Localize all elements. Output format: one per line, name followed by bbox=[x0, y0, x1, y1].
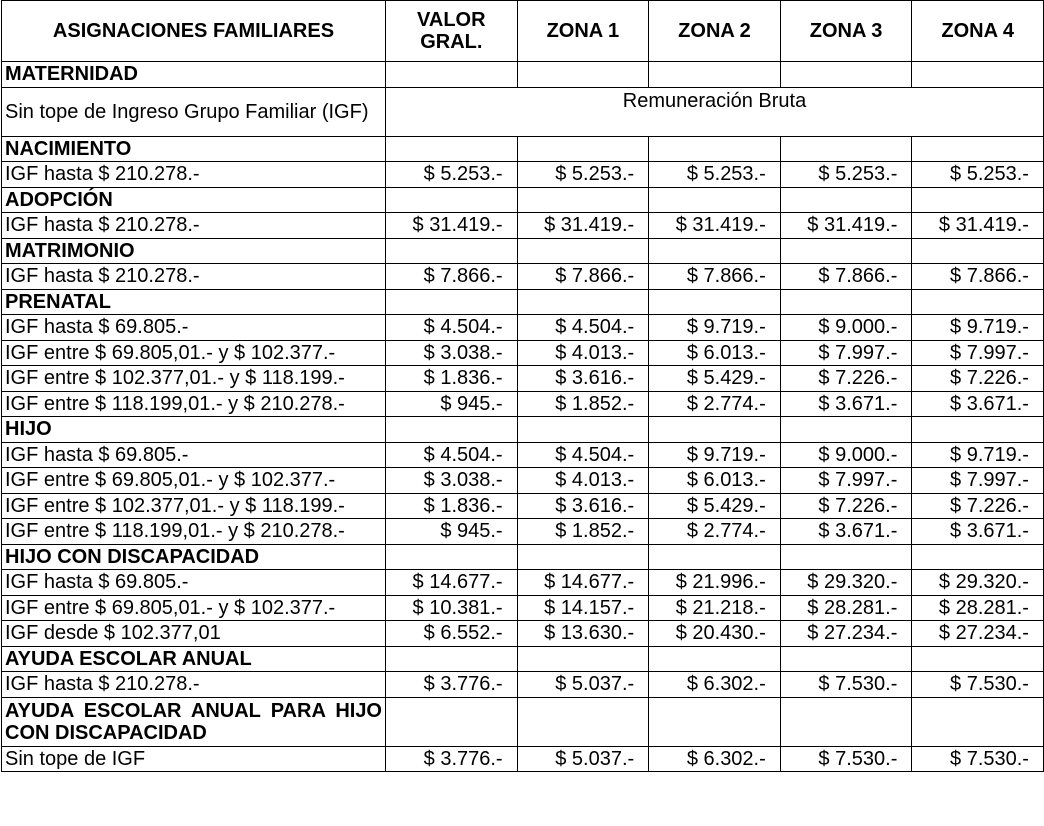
value-cell: $ 7.866.- bbox=[649, 264, 781, 290]
value-cell: $ 7.530.- bbox=[780, 672, 912, 698]
empty-cell bbox=[780, 646, 912, 672]
table-row bbox=[2, 493, 1044, 519]
table-row bbox=[2, 519, 1044, 545]
value-cell: $ 29.320.- bbox=[780, 570, 912, 596]
value-cell: $ 4.504.- bbox=[517, 442, 649, 468]
value-cell: $ 9.719.- bbox=[912, 315, 1044, 341]
value-cell: $ 7.530.- bbox=[912, 746, 1044, 772]
empty-cell bbox=[780, 417, 912, 443]
value-cell: $ 14.677.- bbox=[386, 570, 518, 596]
section-row bbox=[2, 544, 1044, 570]
empty-cell bbox=[517, 238, 649, 264]
value-cell: $ 5.429.- bbox=[649, 366, 781, 392]
value-cell: $ 3.616.- bbox=[517, 366, 649, 392]
section-label: PRENATAL bbox=[2, 289, 386, 315]
empty-cell bbox=[780, 697, 912, 746]
header-zona2: ZONA 2 bbox=[649, 1, 781, 62]
empty-cell bbox=[517, 62, 649, 88]
value-cell: $ 21.996.- bbox=[649, 570, 781, 596]
row-label: IGF entre $ 69.805,01.- y $ 102.377.- bbox=[2, 595, 386, 621]
empty-cell bbox=[386, 544, 518, 570]
table-row bbox=[2, 162, 1044, 188]
row-label: IGF entre $ 69.805,01.- y $ 102.377.- bbox=[2, 340, 386, 366]
value-cell: $ 28.281.- bbox=[780, 595, 912, 621]
empty-cell bbox=[780, 136, 912, 162]
value-cell: $ 5.253.- bbox=[780, 162, 912, 188]
table-row bbox=[2, 621, 1044, 647]
value-cell: $ 4.013.- bbox=[517, 468, 649, 494]
row-label: Sin tope de Ingreso Grupo Familiar (IGF) bbox=[2, 87, 386, 136]
row-label: Sin tope de IGF bbox=[2, 746, 386, 772]
section-label: HIJO CON DISCAPACIDAD bbox=[2, 544, 386, 570]
table-row bbox=[2, 315, 1044, 341]
table-row bbox=[2, 570, 1044, 596]
empty-cell bbox=[517, 187, 649, 213]
value-cell: $ 14.157.- bbox=[517, 595, 649, 621]
empty-cell bbox=[386, 62, 518, 88]
empty-cell bbox=[517, 136, 649, 162]
value-cell: $ 7.997.- bbox=[780, 340, 912, 366]
value-cell: $ 2.774.- bbox=[649, 519, 781, 545]
span-row bbox=[2, 87, 1044, 136]
value-cell: $ 6.302.- bbox=[649, 672, 781, 698]
value-cell: $ 9.000.- bbox=[780, 315, 912, 341]
header-valor: VALOR GRAL. bbox=[386, 1, 518, 62]
empty-cell bbox=[912, 62, 1044, 88]
table-row bbox=[2, 366, 1044, 392]
value-cell: $ 6.552.- bbox=[386, 621, 518, 647]
row-label: IGF hasta $ 69.805.- bbox=[2, 315, 386, 341]
value-cell: $ 3.671.- bbox=[912, 391, 1044, 417]
value-cell: $ 31.419.- bbox=[780, 213, 912, 239]
value-cell: $ 10.381.- bbox=[386, 595, 518, 621]
value-cell: $ 28.281.- bbox=[912, 595, 1044, 621]
section-row bbox=[2, 238, 1044, 264]
value-cell: $ 5.037.- bbox=[517, 672, 649, 698]
section-label: AYUDA ESCOLAR ANUAL bbox=[2, 646, 386, 672]
value-cell: $ 31.419.- bbox=[386, 213, 518, 239]
empty-cell bbox=[649, 136, 781, 162]
empty-cell bbox=[649, 187, 781, 213]
value-cell: $ 1.852.- bbox=[517, 391, 649, 417]
empty-cell bbox=[386, 238, 518, 264]
empty-cell bbox=[649, 646, 781, 672]
value-cell: $ 20.430.- bbox=[649, 621, 781, 647]
value-cell: $ 7.866.- bbox=[780, 264, 912, 290]
section-row bbox=[2, 417, 1044, 443]
value-cell: $ 7.997.- bbox=[780, 468, 912, 494]
value-cell: $ 945.- bbox=[386, 391, 518, 417]
value-cell: $ 5.253.- bbox=[386, 162, 518, 188]
empty-cell bbox=[912, 417, 1044, 443]
value-cell: $ 4.504.- bbox=[386, 315, 518, 341]
empty-cell bbox=[386, 697, 518, 746]
empty-cell bbox=[912, 136, 1044, 162]
empty-cell bbox=[912, 697, 1044, 746]
empty-cell bbox=[517, 697, 649, 746]
row-label: IGF hasta $ 69.805.- bbox=[2, 442, 386, 468]
table-row bbox=[2, 213, 1044, 239]
value-cell: $ 7.866.- bbox=[912, 264, 1044, 290]
empty-cell bbox=[780, 238, 912, 264]
header-title: ASIGNACIONES FAMILIARES bbox=[2, 1, 386, 62]
value-cell: $ 7.226.- bbox=[780, 366, 912, 392]
empty-cell bbox=[386, 136, 518, 162]
table-row bbox=[2, 595, 1044, 621]
value-cell: $ 5.253.- bbox=[912, 162, 1044, 188]
value-cell: $ 2.774.- bbox=[649, 391, 781, 417]
empty-cell bbox=[386, 289, 518, 315]
value-cell: $ 29.320.- bbox=[912, 570, 1044, 596]
value-cell: $ 5.253.- bbox=[517, 162, 649, 188]
value-cell: $ 7.997.- bbox=[912, 468, 1044, 494]
value-cell: $ 3.776.- bbox=[386, 672, 518, 698]
empty-cell bbox=[912, 289, 1044, 315]
row-label: IGF hasta $ 69.805.- bbox=[2, 570, 386, 596]
section-row bbox=[2, 646, 1044, 672]
value-cell: $ 14.677.- bbox=[517, 570, 649, 596]
header-zona1: ZONA 1 bbox=[517, 1, 649, 62]
section-row bbox=[2, 697, 1044, 746]
value-cell: $ 7.530.- bbox=[912, 672, 1044, 698]
value-cell: $ 3.671.- bbox=[912, 519, 1044, 545]
section-label: ADOPCIÓN bbox=[2, 187, 386, 213]
row-label: IGF hasta $ 210.278.- bbox=[2, 672, 386, 698]
value-cell: $ 4.504.- bbox=[386, 442, 518, 468]
section-label: NACIMIENTO bbox=[2, 136, 386, 162]
value-cell: $ 6.013.- bbox=[649, 340, 781, 366]
section-row bbox=[2, 62, 1044, 88]
value-cell: $ 27.234.- bbox=[912, 621, 1044, 647]
section-label: MATERNIDAD bbox=[2, 62, 386, 88]
value-cell: $ 5.429.- bbox=[649, 493, 781, 519]
value-cell: $ 4.013.- bbox=[517, 340, 649, 366]
value-cell: $ 9.719.- bbox=[649, 442, 781, 468]
empty-cell bbox=[649, 238, 781, 264]
row-label: IGF entre $ 102.377,01.- y $ 118.199.- bbox=[2, 366, 386, 392]
value-cell: $ 3.616.- bbox=[517, 493, 649, 519]
value-cell: $ 3.038.- bbox=[386, 468, 518, 494]
empty-cell bbox=[780, 187, 912, 213]
value-cell: $ 9.000.- bbox=[780, 442, 912, 468]
value-cell: $ 7.866.- bbox=[517, 264, 649, 290]
section-row bbox=[2, 136, 1044, 162]
value-cell: $ 1.836.- bbox=[386, 493, 518, 519]
value-cell: $ 7.226.- bbox=[912, 366, 1044, 392]
empty-cell bbox=[649, 544, 781, 570]
empty-cell bbox=[912, 238, 1044, 264]
value-cell: $ 5.037.- bbox=[517, 746, 649, 772]
empty-cell bbox=[386, 417, 518, 443]
value-cell: $ 6.302.- bbox=[649, 746, 781, 772]
empty-cell bbox=[517, 417, 649, 443]
table-row bbox=[2, 746, 1044, 772]
value-cell: $ 945.- bbox=[386, 519, 518, 545]
table-row bbox=[2, 442, 1044, 468]
header-zona4: ZONA 4 bbox=[912, 1, 1044, 62]
table-row bbox=[2, 340, 1044, 366]
empty-cell bbox=[386, 187, 518, 213]
header-row bbox=[2, 1, 1044, 62]
empty-cell bbox=[517, 544, 649, 570]
row-label: IGF desde $ 102.377,01 bbox=[2, 621, 386, 647]
empty-cell bbox=[912, 544, 1044, 570]
row-label: IGF entre $ 69.805,01.- y $ 102.377.- bbox=[2, 468, 386, 494]
value-cell: $ 1.852.- bbox=[517, 519, 649, 545]
value-cell: $ 3.671.- bbox=[780, 519, 912, 545]
empty-cell bbox=[517, 289, 649, 315]
value-cell: $ 5.253.- bbox=[649, 162, 781, 188]
empty-cell bbox=[386, 646, 518, 672]
row-label: IGF entre $ 118.199,01.- y $ 210.278.- bbox=[2, 519, 386, 545]
asignaciones-table bbox=[1, 0, 1044, 772]
value-cell: $ 13.630.- bbox=[517, 621, 649, 647]
value-cell: $ 7.226.- bbox=[912, 493, 1044, 519]
value-cell: $ 7.997.- bbox=[912, 340, 1044, 366]
value-cell: $ 3.776.- bbox=[386, 746, 518, 772]
table-row bbox=[2, 391, 1044, 417]
value-cell: $ 31.419.- bbox=[912, 213, 1044, 239]
span-value: Remuneración Bruta bbox=[386, 87, 1044, 136]
header-zona3: ZONA 3 bbox=[780, 1, 912, 62]
empty-cell bbox=[517, 646, 649, 672]
value-cell: $ 3.671.- bbox=[780, 391, 912, 417]
value-cell: $ 9.719.- bbox=[649, 315, 781, 341]
empty-cell bbox=[649, 697, 781, 746]
empty-cell bbox=[649, 417, 781, 443]
row-label: IGF hasta $ 210.278.- bbox=[2, 213, 386, 239]
section-label: AYUDA ESCOLAR ANUAL PARA HIJO CON DISCAPACIDAD bbox=[2, 697, 386, 746]
value-cell: $ 7.866.- bbox=[386, 264, 518, 290]
empty-cell bbox=[912, 187, 1044, 213]
value-cell: $ 3.038.- bbox=[386, 340, 518, 366]
table-row bbox=[2, 264, 1044, 290]
value-cell: $ 7.530.- bbox=[780, 746, 912, 772]
value-cell: $ 9.719.- bbox=[912, 442, 1044, 468]
row-label: IGF hasta $ 210.278.- bbox=[2, 162, 386, 188]
section-label: HIJO bbox=[2, 417, 386, 443]
table-body bbox=[2, 62, 1044, 772]
section-label: MATRIMONIO bbox=[2, 238, 386, 264]
empty-cell bbox=[780, 62, 912, 88]
row-label: IGF entre $ 102.377,01.- y $ 118.199.- bbox=[2, 493, 386, 519]
empty-cell bbox=[912, 646, 1044, 672]
value-cell: $ 4.504.- bbox=[517, 315, 649, 341]
table-row bbox=[2, 672, 1044, 698]
value-cell: $ 6.013.- bbox=[649, 468, 781, 494]
empty-cell bbox=[649, 289, 781, 315]
value-cell: $ 7.226.- bbox=[780, 493, 912, 519]
empty-cell bbox=[649, 62, 781, 88]
section-row bbox=[2, 289, 1044, 315]
value-cell: $ 31.419.- bbox=[649, 213, 781, 239]
table-row bbox=[2, 468, 1044, 494]
value-cell: $ 27.234.- bbox=[780, 621, 912, 647]
value-cell: $ 21.218.- bbox=[649, 595, 781, 621]
row-label: IGF entre $ 118.199,01.- y $ 210.278.- bbox=[2, 391, 386, 417]
empty-cell bbox=[780, 289, 912, 315]
value-cell: $ 1.836.- bbox=[386, 366, 518, 392]
row-label: IGF hasta $ 210.278.- bbox=[2, 264, 386, 290]
empty-cell bbox=[780, 544, 912, 570]
value-cell: $ 31.419.- bbox=[517, 213, 649, 239]
section-row bbox=[2, 187, 1044, 213]
